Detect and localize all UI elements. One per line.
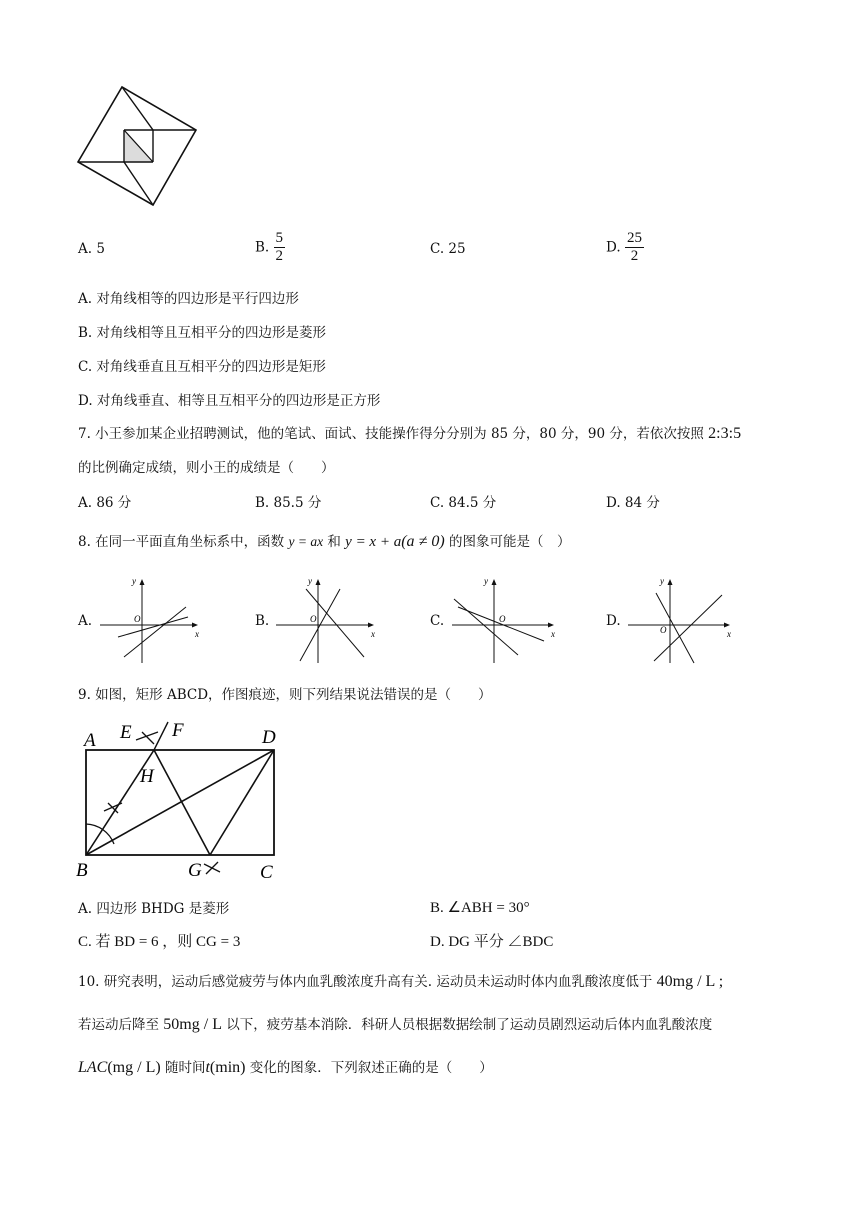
q7-stem-line2: 的比例确定成绩，则小王的成绩是（ ）	[78, 460, 335, 476]
q8-stem-prefix: 8. 在同一平面直角坐标系中，函数	[78, 534, 285, 550]
q5-option-d-denominator: 2	[630, 248, 639, 264]
axis-x-label: x	[371, 629, 375, 639]
q6-option-c: C. 对角线垂直且互相平分的四边形是矩形	[78, 359, 326, 375]
q10-time-text: 随时间	[164, 1060, 206, 1076]
q8-graph-c	[450, 575, 562, 667]
q10-line1	[78, 973, 723, 991]
axis-y-label: y	[132, 576, 136, 586]
q5-option-a: A. 5	[78, 241, 105, 257]
q8-stem-and: 和	[327, 534, 341, 550]
q10-line3-suffix: 变化的图象．下列叙述正确的是（ ）	[249, 1060, 493, 1076]
q8-option-b-label: B.	[255, 613, 270, 629]
q10-line2-suffix: 以下，疲劳基本消除．科研人员根据数据绘制了运动员剧烈运动后体内血乳酸浓度	[226, 1017, 713, 1033]
point-d-label: D	[262, 727, 276, 748]
q8-graph-b	[274, 575, 382, 667]
q9-stem: 9. 如图，矩形 ABCD，作图痕迹，则下列结果说法错误的是（ ）	[78, 687, 492, 703]
q9-option-a: A. 四边形 BHDG 是菱形	[78, 901, 230, 917]
q8-graph-a	[98, 575, 206, 667]
q5-option-d	[606, 230, 644, 265]
q5-option-d-label: D.	[606, 239, 621, 256]
q10-t-symbol: t	[205, 1059, 210, 1076]
point-g-label: G	[188, 860, 202, 881]
q10-lac-unit: (mg / L)	[107, 1059, 161, 1076]
point-c-label: C	[260, 862, 273, 883]
q8-function-1: y = ax	[288, 534, 324, 549]
q6-option-b: B. 对角线相等且互相平分的四边形是菱形	[78, 325, 327, 341]
q6-option-d: D. 对角线垂直、相等且互相平分的四边形是正方形	[78, 393, 381, 409]
q5-option-b-denominator: 2	[275, 248, 284, 264]
q5-option-b-label: B.	[255, 239, 270, 256]
segment-hg	[154, 750, 210, 855]
axis-y-label: y	[660, 576, 664, 586]
q5-option-b-fraction	[274, 230, 286, 265]
q10-threshold-50: 50mg / L	[163, 1016, 222, 1033]
q10-line2-prefix: 若运动后降至	[78, 1017, 159, 1033]
q9-option-d: D. DG 平分 ∠BDC	[430, 934, 554, 950]
origin-label: O	[310, 614, 317, 624]
q10-line3	[78, 1059, 493, 1077]
q9-option-b: B. ∠ABH = 30°	[430, 900, 530, 916]
point-f-label: F	[172, 720, 184, 741]
axis-y-label: y	[484, 576, 488, 586]
point-h-label: H	[140, 766, 154, 787]
diagonal-bd	[86, 750, 274, 855]
q7-stem-text: 7. 小王参加某企业招聘测试，他的笔试、面试、技能操作得分分别为 85 分，80 分，90 分，若依次按照	[78, 426, 704, 442]
q7-option-d: D. 84 分	[606, 495, 660, 511]
q7-option-b: B. 85.5 分	[255, 495, 322, 511]
q8-option-a-label: A.	[78, 613, 93, 629]
segment-dg	[210, 750, 274, 855]
nested-squares-figure	[74, 84, 204, 209]
point-b-label: B	[76, 860, 88, 881]
axis-x-label: x	[551, 629, 555, 639]
q7-option-a: A. 86 分	[78, 495, 132, 511]
q8-stem-suffix: 的图象可能是（ ）	[448, 534, 571, 550]
q5-option-d-numerator: 25	[626, 230, 642, 246]
q8-function-2: y = x + a	[345, 534, 402, 550]
axis-x-label: x	[195, 629, 199, 639]
point-a-label: A	[84, 730, 96, 751]
q5-option-b-numerator: 5	[275, 230, 284, 246]
construction-ray-f	[154, 722, 168, 750]
q9-rectangle-figure	[70, 712, 295, 884]
q10-lac-symbol: LAC	[78, 1059, 108, 1076]
q8-stem	[78, 533, 570, 551]
q7-ratio: 2:3:5	[708, 425, 742, 442]
axis-y-label: y	[308, 576, 312, 586]
q6-option-a: A. 对角线相等的四边形是平行四边形	[78, 291, 299, 307]
origin-label: O	[660, 625, 667, 635]
q7-option-c: C. 84.5 分	[430, 495, 497, 511]
q10-line2	[78, 1016, 712, 1034]
q8-option-d-label: D.	[606, 613, 621, 629]
q8-condition: (a ≠ 0)	[401, 533, 445, 550]
point-e-label: E	[120, 722, 132, 743]
q10-line1-text: 10. 研究表明，运动后感觉疲劳与体内血乳酸浓度升高有关. 运动员未运动时体内血乳酸浓度低于	[78, 974, 653, 990]
q7-stem-line1	[78, 425, 741, 443]
q5-option-b	[255, 230, 285, 265]
q8-graph-d	[626, 575, 738, 667]
origin-label: O	[499, 614, 506, 624]
q5-option-c: C. 25	[430, 241, 466, 257]
q10-threshold-40: 40mg / L ;	[656, 973, 724, 990]
q8-option-c-label: C.	[430, 613, 445, 629]
origin-label: O	[134, 614, 141, 624]
q9-option-c: C. 若 BD = 6 ，则 CG = 3	[78, 934, 241, 950]
q5-option-d-fraction	[625, 230, 644, 265]
q10-t-unit: (min)	[209, 1059, 246, 1076]
axis-x-label: x	[727, 629, 731, 639]
